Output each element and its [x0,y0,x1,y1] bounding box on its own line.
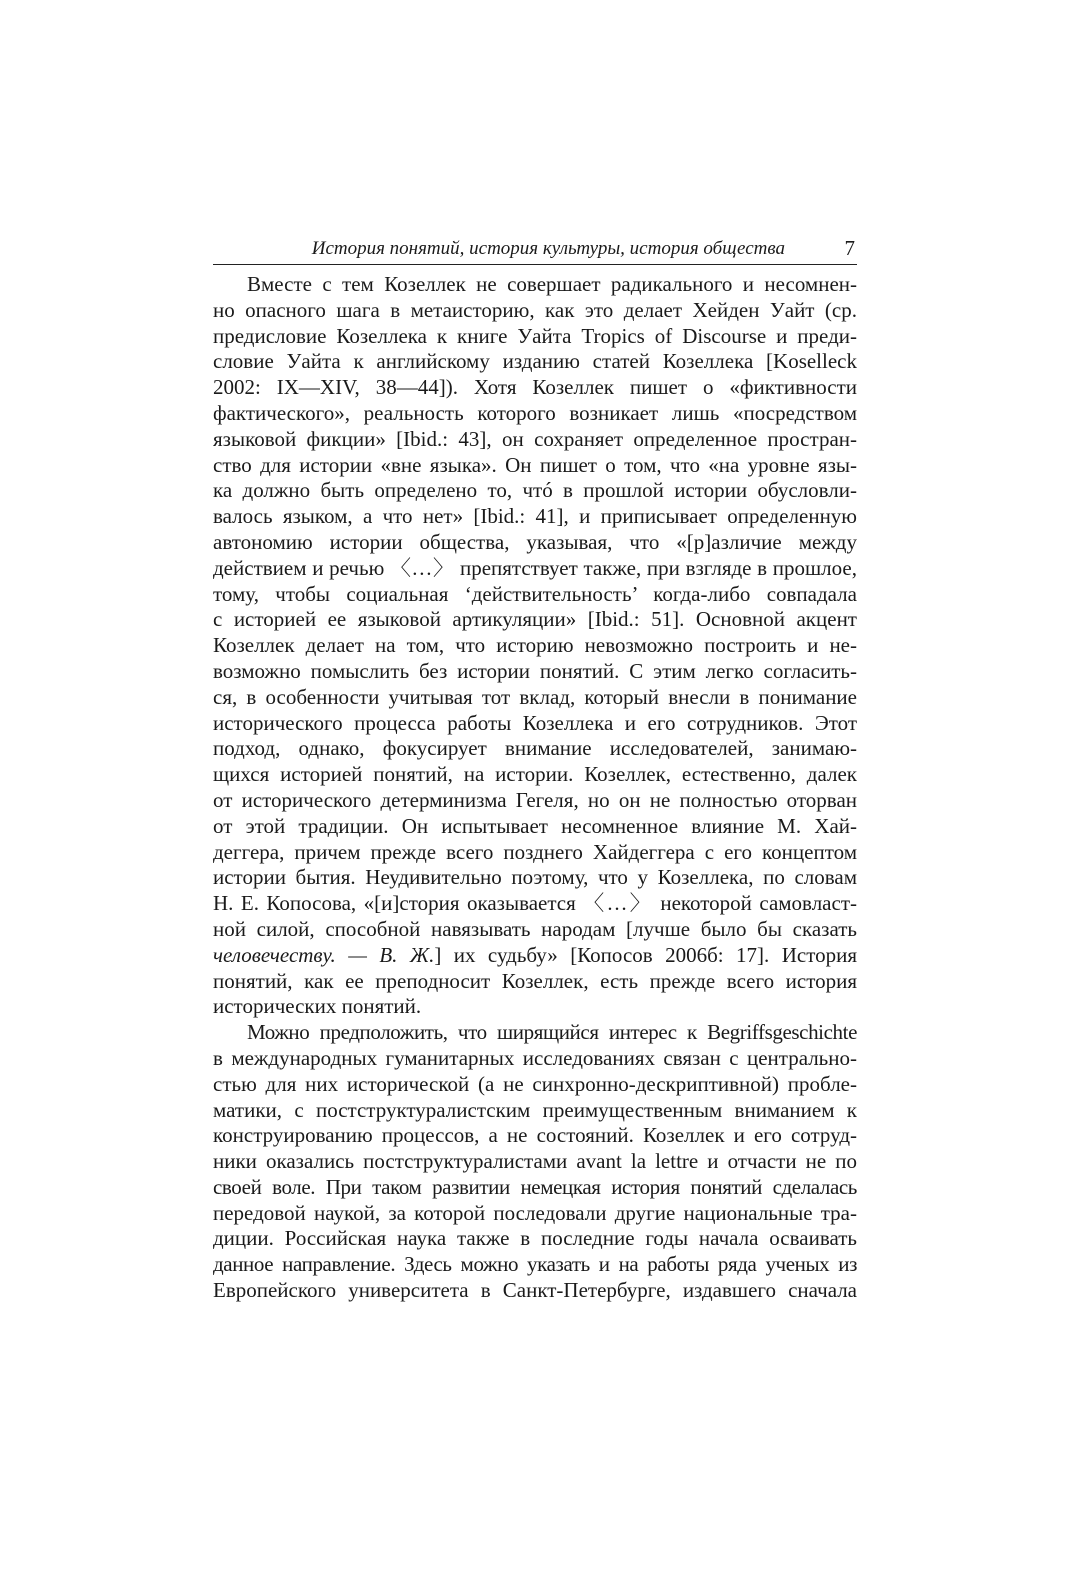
text-line: Козеллек делает на том, что историю невозможно построить и не- [213,633,857,658]
text-line: Н. Е. Копосова, «[и]стория оказывается 〈…〉 некоторой самовласт- [213,891,857,916]
text-line: валось языком, а что нет» [Ibid.: 41], и приписывает определенную [213,504,857,529]
text-line: своей воле. При таком развитии немецкая история понятий сделалась [213,1174,857,1199]
text-line: данное направление. Здесь можно указать и на работы ряда ученых из [213,1252,857,1277]
text-line: исторического процесса работы Козеллека и его сотрудников. Этот [213,710,857,735]
text-line: передовой наукой, за которой последовали другие национальные тра- [213,1200,857,1225]
text-line: Можно предположить, что ширящийся интерес к Begriffsgeschichte [247,1020,857,1045]
text-line: тому, чтобы социальная ‘действительность’ когда-либо совпадала [213,581,857,606]
text-line: конструированию процессов, а не состояний. Козеллек и его сотруд- [213,1123,857,1148]
text-line: Вместе с тем Козеллек не совершает радикального и несомнен- [247,272,857,296]
text-line: ники оказались постструктуралистами avant la lettre и отчасти не по [213,1149,857,1174]
text-line: языковой фикции» [Ibid.: 43], он сохраняет определенное простран- [213,426,857,451]
text-line: ка должно быть определено то, чтó в прошлой истории обусловли- [213,478,857,503]
text-line: от исторического детерминизма Гегеля, но он не полностью оторван [213,787,857,812]
text-line: с историей ее языковой артикуляции» [Ibid.: 51]. Основной акцент [213,607,857,632]
paragraph-1 [213,272,857,1020]
italic-editorial-note: человечеству. — В. Ж. [213,942,435,967]
text-line: щихся историей понятий, на истории. Козеллек, естественно, далек [213,762,857,787]
text-line: деггера, причем прежде всего позднего Хайдеггера с его концептом [213,839,857,864]
text-line: Европейского университета в Санкт-Петербурге, издавшего сначала [213,1278,857,1303]
paragraph-2 [213,1020,857,1304]
text-line: истории бытия. Неудивительно поэтому, что у Козеллека, по словам [213,865,857,890]
text-line: действием и речью 〈…〉 препятствует также, при взгляде в прошлое, [213,555,857,580]
text-line-with-italic [213,943,857,969]
running-header [213,236,857,265]
text-line: автономию истории общества, указывая, что «[р]азличие между [213,529,857,554]
text-line: понятий, как ее преподносит Козеллек, есть прежде всего история [213,968,857,993]
text-fragment: ] их судьбу» [Копосов 2006б: 17]. История [434,942,858,967]
text-line: предисловие Козеллека к книге Уайта Tropics of Discourse и преди- [213,323,857,348]
text-line: словие Уайта к английскому изданию статей Козеллека [Koselleck [213,349,857,374]
body-text [213,272,857,1304]
text-line: возможно помыслить без истории понятий. С этим легко согласить- [213,658,857,683]
text-line: подход, однако, фокусирует внимание исследователей, занимаю- [213,736,857,761]
text-line: но опасного шага в метаисторию, как это делает Хейден Уайт (ср. [213,297,857,322]
text-line: диции. Российская наука также в последние годы начала осваивать [213,1226,857,1251]
text-line: ной силой, способной навязывать народам [лучше было бы сказать [213,916,857,941]
text-line: матики, с постструктуралистским преимущественным вниманием к [213,1097,857,1122]
running-title: История понятий, история культуры, история общества [311,238,785,259]
text-line: 2002: IX—XIV, 38—44]). Хотя Козеллек пишет о «фиктивности [213,375,857,400]
text-line: фактического», реальность которого возникает лишь «посредством [213,400,857,425]
text-line: в международных гуманитарных исследованиях связан с центрально- [213,1045,857,1070]
text-line: ство для истории «вне языка». Он пишет о том, что «на уровне язы- [213,452,857,477]
text-line: от этой традиции. Он испытывает несомненное влияние М. Хай- [213,813,857,838]
text-line: ся, в особенности учитывая тот вклад, который внесли в понимание [213,684,857,709]
page-number: 7 [844,236,855,260]
text-line: исторических понятий. [213,994,422,1019]
text-line: стью для них исторической (а не синхронно-дескриптивной) пробле- [213,1071,857,1096]
